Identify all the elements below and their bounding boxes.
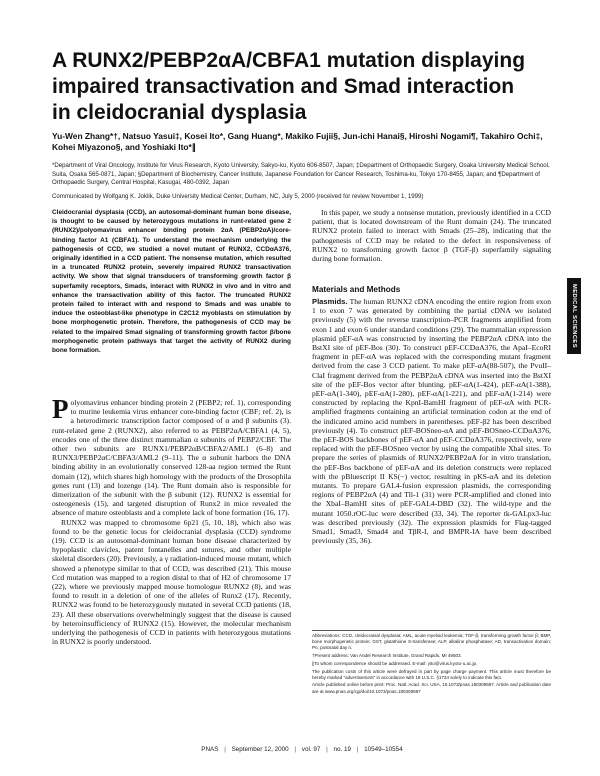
footer-separator: | <box>326 746 328 753</box>
title-line: in cleidocranial dysplasia <box>52 101 307 124</box>
drop-cap: P <box>52 394 69 424</box>
runin-heading: Plasmids. <box>312 297 348 306</box>
article-title <box>52 48 552 126</box>
author: Kohei Miyazono§, <box>52 142 123 152</box>
author-list <box>52 131 552 153</box>
intro-paragraph <box>52 394 291 518</box>
intro-right-column <box>312 208 551 263</box>
intro-paragraph: RUNX2 was mapped to chromosome 6p21 (5, 10, 18), which also was found to be the genetic locus for cleidocranial dysplasia (CCD) syndrome (19). CCD is an autosomal-dominant human bone disease characterized by hypoplastic clavicles, patent fontanelles and sutures, and other multiple skeletal disorders (20). Previously, a γ radiation-induced mouse mutant, which showed a phenotype similar to that of CCD, was described (21). This mouse Ccd mutation was mapped to a region distal to that of H2 of chromosome 17 (22), where we previously mapped mouse homologue RUNX2 (8), and was found to result in a deletion of one of the alleles of Runx2 (17). Recently, RUNX2 was found to be heterozygously mutated in several CCD patients (18, 23). All these observations overwhelmingly suggest that the disease is caused by heteroinsufficiency of RUNX2 (15). However, the molecular mechanism underlying the pathogenesis of CCD in patients with heterozygous mutations in RUNX2 is poorly understood. <box>52 517 291 647</box>
footnote: Abbreviations: CCD, cleidocranial dysplasia; AML, acute myeloid leukemia; TGF-β, transforming growth factor β; BMP, bone morphogenetic protein; GST, glutathione S-transferase; ALP, alkaline phosphatase; AD, transactivation domain; Pn, postnatal day n. <box>312 633 551 651</box>
footnote-divider <box>312 630 551 631</box>
footnote: Article published online before print: Proc. Natl. Acad. Sci. USA, 10.1073/pnas.180309597. Article and publication date are at www.pnas.org/cgi/doi/10.1073/pnas.180309597 <box>312 682 551 694</box>
author: Natsuo Yasui‡, <box>122 131 183 141</box>
intro-paragraph-text: olyomavirus enhancer binding protein 2 (PEBP2; ref. 1), corresponding to murine leukemia virus enhancer core-binding factor (CBF; ref. 2), is a heterodimeric transcription factor composed of α and β subunits (3). runt-related gene 2 (RUNX2), also referred to as PEBP2αA/CBFA1 (4, 5), encodes one of the three distinct mammalian α subunits of PEBP2/CBF. The other two subunits are RUNX1/PEBP2αB/CBFA2/AML1 (6–8) and RUNX3/PEBP2αC/CBFA3/AML2 (9–11). The α subunit harbors the DNA binding ability in an evolutionally conserved 128-aa region termed the Runt domain (12), which shares high homology with the products of the Drosophila genes runt (13) and lozenge (14). The Runt domain also is responsible for dimerization of the subunit with the β subunit (12). RUNX2 is essential for osteogenesis (15), and targeted disruption of Runx2 in mice revealed the absence of mature osteoblasts and a complete lack of bone formation (16, 17). <box>52 398 291 518</box>
author: Makiko Fujii§, <box>285 131 341 141</box>
author: Gang Huang*, <box>227 131 283 141</box>
intro-left-column <box>52 394 291 647</box>
communicated-by: Communicated by Wolfgang K. Joklik, Duke University Medical Center, Durham, NC, July 5, 2000 (received for review November 1, 1999) <box>52 193 424 200</box>
footnote: The publication costs of this article were defrayed in part by page charge payment. This article must therefore be hereby marked “advertisement” in accordance with 18 U.S.C. §1734 solely to indicate this fact. <box>312 668 551 680</box>
section-heading-methods: Materials and Methods <box>312 285 401 294</box>
abstract: Cleidocranial dysplasia (CCD), an autosomal-dominant human bone disease, is thought to be caused by heterozygous mutations in runt-related gene 2 (RUNX2)/polyomavirus enhancer binding protein 2αA (PEBP2αA)/core-binding factor A1 (CBFA1). To understand the mechanism underlying the pathogenesis of CCD, we studied a novel mutant of RUNX2, CCDαA376, originally identified in a CCD patient. The nonsense mutation, which resulted in a truncated RUNX2 protein, severely impaired RUNX2 transactivation activity. We show that signal transducers of transforming growth factor β superfamily receptors, Smads, interact with RUNX2 in vivo and in vitro and enhance the transactivation ability of this factor. The truncated RUNX2 protein failed to interact with and respond to Smads and was unable to induce the osteoblast-like phenotype in C2C12 myoblasts on stimulation by bone morphogenetic protein. Therefore, the pathogenesis of CCD may be related to the impaired Smad signaling of transforming growth factor β/bone morphogenetic protein pathways that target the activity of RUNX2 during bone formation. <box>52 209 291 355</box>
footer-separator: | <box>294 746 297 753</box>
footer-separator: | <box>356 746 359 753</box>
footnote: ∥To whom correspondence should be addressed. E-mail: yito@virus.kyoto-u.ac.jp. <box>312 660 478 666</box>
author: Hiroshi Nogami¶, <box>409 131 479 141</box>
affiliations: *Department of Viral Oncology, Institute for Virus Research, Kyoto University, Sakyo-ku, Kyoto 606-8507, Japan; ‡Department of Orthopaedic Surgery, Osaka University Medical School, Suita, Osaka 565-0871, Japan; §Department of Biochemistry, Cancer Institute, Japanese Foundation for Cancer Research, Toshima-ku, Tokyo 170-8455, Japan; and ¶Department of Orthopaedic Surgery, Central Hospital, Kasugai, 480-0392, Japan <box>52 162 550 187</box>
footer-date: September 12, 2000 <box>231 746 289 753</box>
footer-pages: 10549–10554 <box>364 746 403 753</box>
author: Jun-ichi Hanai§, <box>342 131 407 141</box>
title-line: A RUNX2/PEBP2αA/CBFA1 mutation displaying <box>52 49 526 72</box>
footer-separator: | <box>224 746 226 753</box>
footer-volume: vol. 97 <box>301 746 321 753</box>
footer-journal: PNAS <box>201 746 219 753</box>
author: Yu-Wen Zhang*†, <box>52 131 121 141</box>
title-line: impaired transactivation and Smad interaction <box>52 75 515 98</box>
footnote: †Present address: Van Andel Research Institute, Grand Rapids, MI 49503. <box>312 653 462 659</box>
page-footer <box>52 746 552 753</box>
author: and Yoshiaki Ito*∥ <box>125 142 196 152</box>
methods-paragraph <box>312 297 551 545</box>
author: Takahiro Ochi‡, <box>480 131 543 141</box>
methods-text: The human RUNX2 cDNA encoding the entire region from exon 1 to exon 7 was generated by combining the partial cDNA we isolated previously (5) with the reverse transcription–PCR fragments amplified from exon 1 and exon 6 under standard conditions (29). The mammalian expression plasmid pEF-αA was constructed by inserting the PEBP2αA cDNA into the BstXI site of pEF-Bos (30). To construct pEF-CCDαA376, the ApaI–EcoRI fragment in pEF-αA was replaced with the corresponding mutant fragment derived from the case 3 CCD patient. To make pEF-αA(88-507), the PvuII–ClaI fragment derived from the PEBP2αA cDNA was inserted into the BstXI site of the pEF-Bos vector after blunting. pEF-αA(1-424), pEF-αA(1-388), pEF-αA(1-340), pEF-αA(1-280), pEF-αA(1-221), and pEF-αA(1-214) were constructed by replacing the KpnI-BamHI fragment of pEF-αA with PCR-amplified fragments containing an artificial termination codon at the end of the indicated amino acid numbers in parentheses. pEF-β2 has been described previously (4). To construct pEF-BOSneo-αA and pEF-BOSneo-CCDαA376, the pEF-BOS backbones of pEF-αA and pEF-CCDαA376, respectively, were replaced with the pEF-BOSneo vector by using the compatible XbaI sites. To prepare the series of plasmids of RUNX2/PEBP2αA for in vitro translation, the pEF-Bos backbone of pEF-αA and its deletion constructs were replaced with the pBluescript II KS(−) vector, resulting in pKS-αA and its deletion mutants. To prepare GAL4-fusion expression plasmids, the corresponding regions of PEBP2αA (4) and Tll-1 (31) were PCR-amplified and cloned into the XbaI–BamHI sites of pEF-GAL4-DBD (32). The wild-type and the mutant 1050.rOC-luc were described (33, 34). The reporter tk-GALpx3-luc was described previously (32). The expression plasmids for Flag-tagged Smad1, Smad3, Smad4 and TβR-I, and BMPR-IA have been described previously (35, 36). <box>312 297 551 546</box>
footnotes <box>312 633 551 696</box>
section-side-label: MEDICAL SCIENCES <box>571 284 577 348</box>
footer-issue: no. 19 <box>333 746 352 753</box>
methods-column <box>312 297 551 545</box>
intro-paragraph: In this paper, we study a nonsense mutation, previously identified in a CCD patient, that is located downstream of the Runt domain (24). The truncated RUNX2 protein failed to interact with Smads (25–28), indicating that the pathogenesis of CCD may be related to the defect in responsiveness of RUNX2 to transforming growth factor β (TGF-β) superfamily signaling during bone formation. <box>312 208 551 264</box>
author: Kosei Ito*, <box>184 131 226 141</box>
